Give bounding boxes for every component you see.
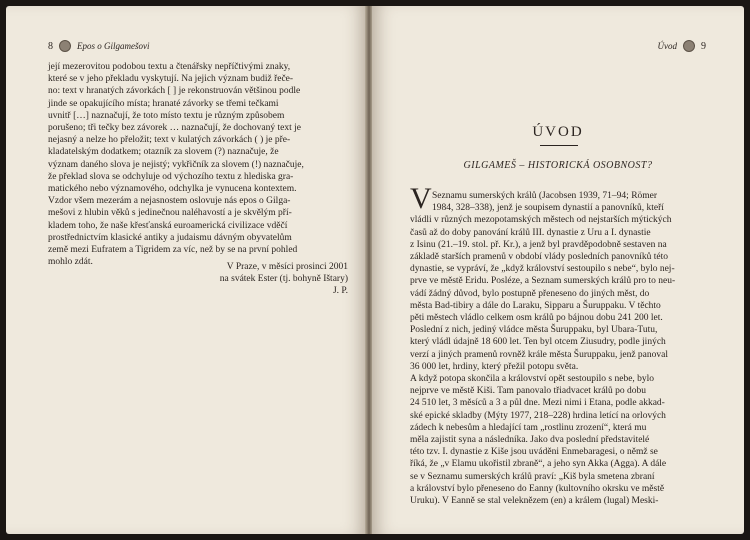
text-line: mešovi z hlubin věků s jedinečnou naléhavostí a je skvělým pří- bbox=[48, 208, 292, 219]
text-line: verzí a jiných pramenů rovněž krále města Šuruppaku, jenž panoval bbox=[410, 349, 668, 360]
text-line: matického nebo významového, odchylka je vynucena kontextem. bbox=[48, 184, 297, 195]
text-line: význam daného slova je nejistý; vykřičník za slovem (!) naznačuje, bbox=[48, 159, 304, 170]
text-line: 36 000 let, hrdiny, který přežil potopu světa. bbox=[410, 361, 579, 372]
drop-cap: V bbox=[410, 182, 432, 215]
text-line: vádí žádný důvod, bylo postupně přeneseno do jiných měst, do bbox=[410, 288, 650, 299]
right-page-header bbox=[658, 40, 707, 52]
left-body-text bbox=[48, 61, 348, 268]
left-page bbox=[6, 6, 366, 534]
signature-line: J. P. bbox=[332, 286, 348, 297]
text-line: jinde se opakujícího místa; hranaté závorky se třemi tečkami bbox=[48, 98, 279, 109]
text-line: které se v jeho překladu vyskytují. Na jejich význam budiž řeče- bbox=[48, 74, 294, 85]
text-line: který vládl údajně 18 600 let. Ten byl otcem Ziusudry, podle jiných bbox=[410, 337, 666, 348]
text-line: říká, že „v Elamu ukořistil zbraně“, a jeho syn Akka (Agga). A dále bbox=[410, 459, 667, 470]
right-body-text bbox=[410, 190, 720, 507]
text-line: Vzdor všem mezerám a nejasnostem oslovuje nás epos o Gilga- bbox=[48, 196, 291, 207]
text-line: vládli v různých mezopotamských městech od nejstarších mýtických bbox=[410, 215, 672, 226]
text-line: ské epické skladby (Mýty 1977, 218–228) hrdina letící na orlových bbox=[410, 410, 666, 421]
text-line: základě starších pramenů v období vlády posledních panovníků této bbox=[410, 252, 669, 263]
right-page-number: 9 bbox=[701, 40, 706, 52]
text-line: její mezerovitou podobou textu a čtenářsky nepříčtivými znaky, bbox=[48, 62, 291, 72]
section-title: GILGAMEŠ – HISTORICKÁ OSOBNOST? bbox=[463, 160, 653, 171]
text-line: no: text v hranatých závorkách [ ] je rekonstruován většinou podle bbox=[48, 86, 301, 97]
left-page-number: 8 bbox=[48, 40, 53, 52]
text-line: nejasný a nelze ho přeložit; text v kulatých závorkách ( ) je pře- bbox=[48, 135, 291, 146]
seal-icon bbox=[59, 40, 71, 52]
text-line: a království bylo přeneseno do Eanny (kultovního okrsku ve městě bbox=[410, 483, 665, 494]
text-line: že překlad slova se odchyluje od výchozího textu z hlediska gra- bbox=[48, 171, 294, 182]
left-running-head: Epos o Gilgamešovi bbox=[77, 41, 150, 51]
text-line: 24 510 let, 3 měsíců a 3 a půl dne. Mezi nimi i Etana, podle akkad- bbox=[410, 398, 665, 409]
text-line: měla zajistit syna a následníka. Jako dva poslední představitelé bbox=[410, 435, 650, 446]
text-line: města Bad-tibiry a dále do Laraku, Sipparu a Šuruppaku. V těchto bbox=[410, 300, 661, 311]
text-line: Uruku). V Eanně se stal veleknězem (en) a králem (lugal) Meski- bbox=[410, 496, 659, 507]
text-line: prve ve městě Eridu. Posléze, a Seznam sumerských králů pro to neu- bbox=[410, 276, 676, 287]
text-line: prostřednictvím klasické antiky a judaismu dávným obyvatelům bbox=[48, 232, 292, 243]
text-line: kladatelským dodatkem; otazník za slovem (?) naznačuje, že bbox=[48, 147, 279, 158]
text-line: dynastie, se vypráví, že „když království sestoupilo s nebe“, bylo nej- bbox=[410, 264, 675, 275]
text-line: uvnitř […] naznačují, že toto místo textu je různým způsobem bbox=[48, 110, 285, 121]
left-page-header bbox=[48, 40, 150, 52]
text-line: Seznamu sumerských králů (Jacobsen 1939, 71–94; Römer bbox=[432, 191, 658, 201]
chapter-title: ÚVOD bbox=[532, 124, 584, 140]
chapter-rule bbox=[540, 145, 578, 146]
text-line: této tzv. I. dynastie z Kiše jsou uváděni Enmebaragesi, o němž se bbox=[410, 447, 658, 458]
text-line: zádech k nebesům a hledající tam „rostlinu zrození“, která mu bbox=[410, 422, 647, 433]
text-line: pěti městech vládlo celkem osm králů po bájnou dobu 241 200 let. bbox=[410, 313, 663, 324]
text-line: země mezi Eufratem a Tigridem za víc, než by se na první pohled bbox=[48, 245, 298, 256]
text-line: kladem toho, že naše křesťanská euroamerická civilizace vděčí bbox=[48, 220, 288, 231]
text-line: porušeno; tři tečky bez závorek … naznačují, že dochovaný text je bbox=[48, 123, 301, 134]
signature-line: na svátek Ester (tj. bohyně Ištary) bbox=[219, 274, 348, 285]
signature-line: V Praze, v měsíci prosinci 2001 bbox=[226, 262, 348, 272]
right-running-head: Úvod bbox=[657, 41, 677, 51]
text-line: 1984, 328–338), jenž je soupisem dynastií a panovníků, kteří bbox=[432, 203, 664, 214]
seal-icon bbox=[683, 40, 695, 52]
text-line: se v Seznamu sumerských králů praví: „Kiš byla smetena zbraní bbox=[410, 471, 655, 482]
text-line: nejprve ve městě Kiši. Tam panovalo třiadvacet králů po dobu bbox=[410, 386, 647, 397]
signature-block bbox=[220, 261, 348, 298]
text-line: z Isinu (21.–19. stol. př. Kr.), a jenž byl pravděpodobně sestaven na bbox=[410, 239, 667, 250]
text-line: Poslední z nich, jediný vládce města Šuruppaku, byl Ubara-Tutu, bbox=[410, 325, 658, 336]
right-page bbox=[372, 6, 744, 534]
text-line: časů až do doby panování králů III. dynastie z Uru a I. dynastie bbox=[410, 227, 651, 238]
text-line: A když potopa skončila a království opět sestoupilo s nebe, bylo bbox=[410, 374, 655, 385]
text-line: mohlo zdát. bbox=[48, 257, 93, 268]
